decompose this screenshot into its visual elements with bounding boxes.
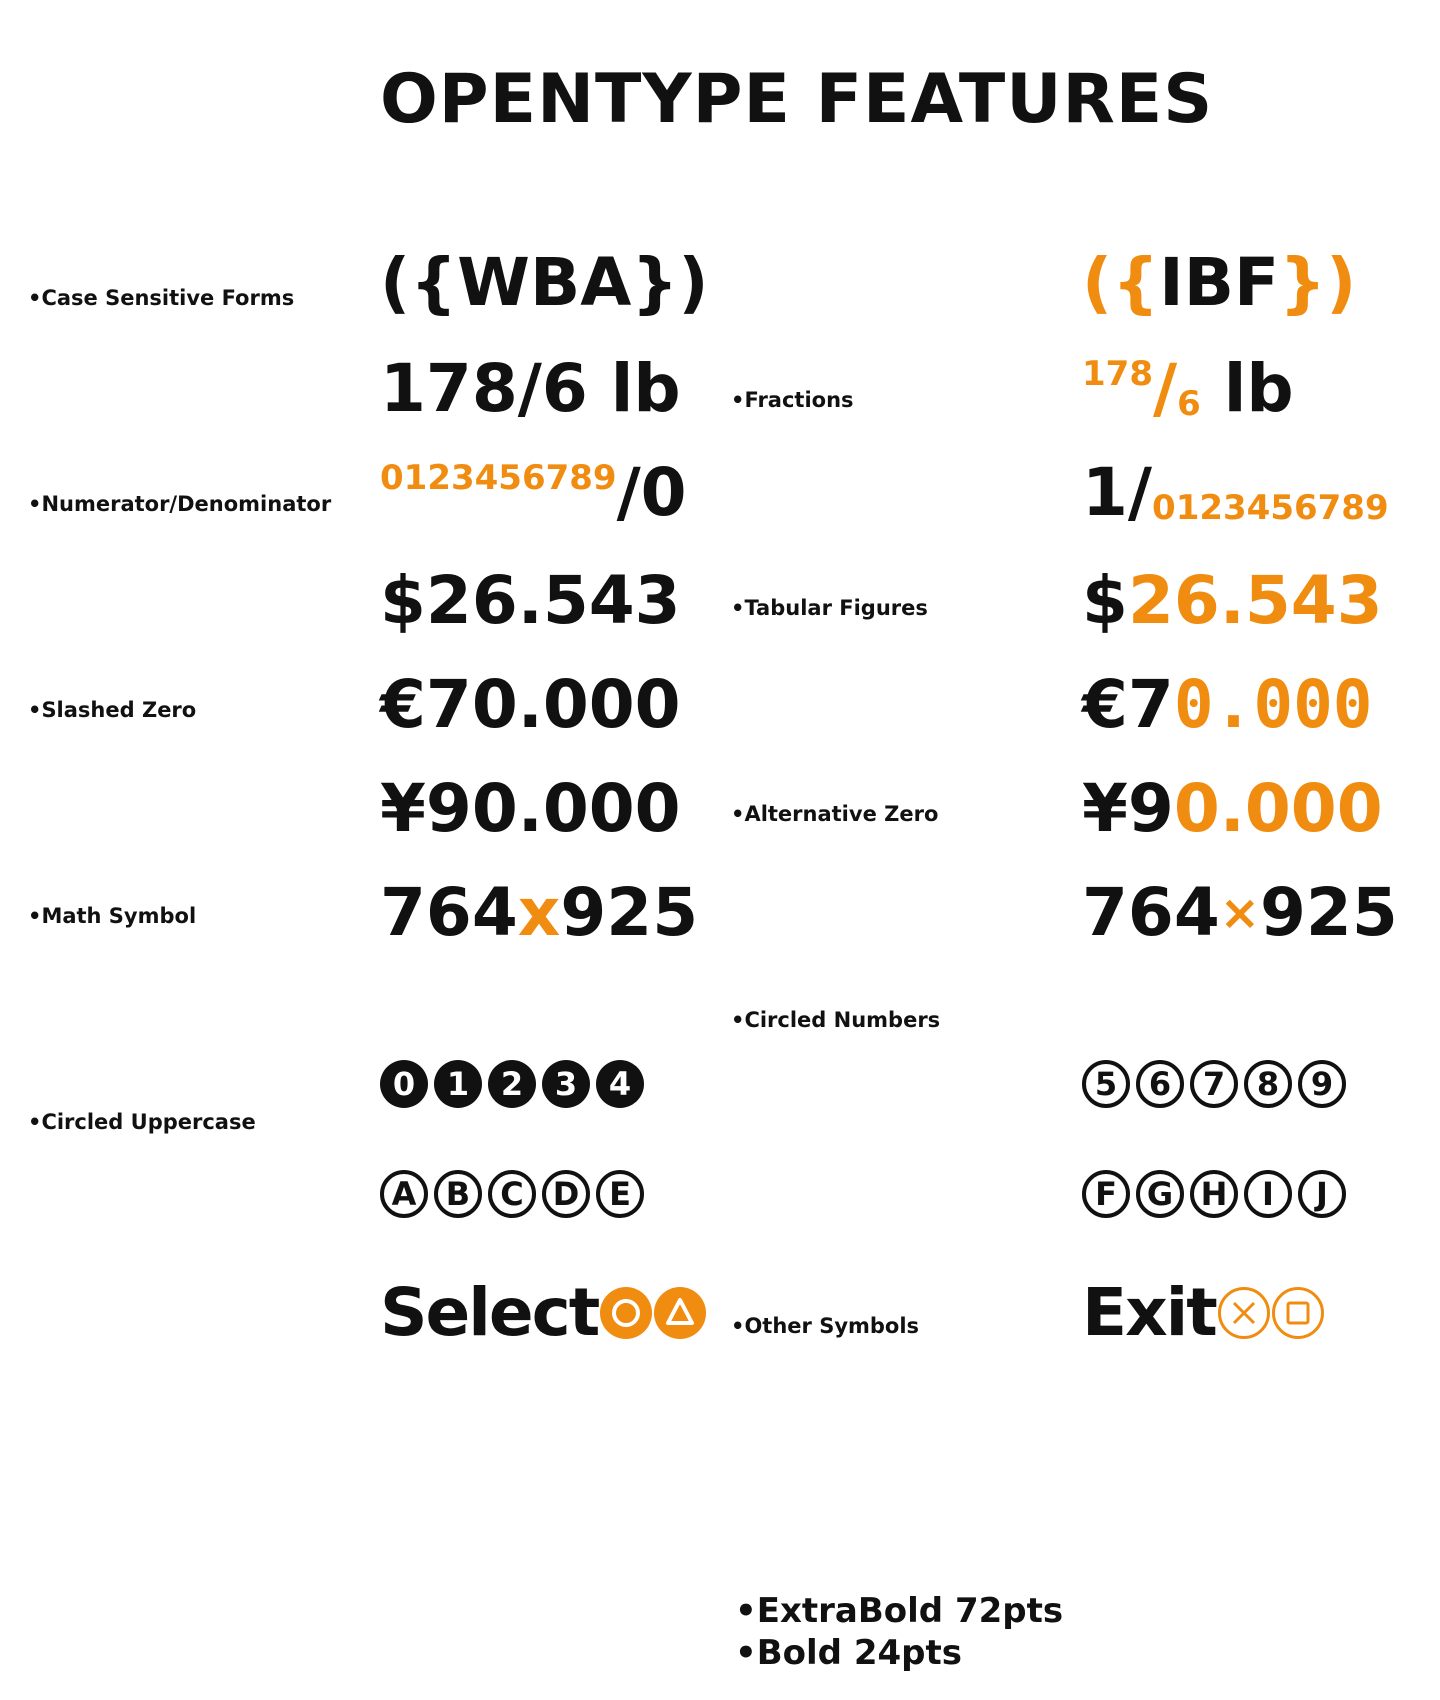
circled-number: 6 [1136,1060,1184,1108]
feature-label-case-sensitive: •Case Sensitive Forms [28,286,295,310]
circled-letter: A [380,1170,428,1218]
sample-denominator-feature: 1/0123456789 [1082,454,1389,531]
feature-label-alternative-zero: •Alternative Zero [731,802,939,826]
circled-letter: G [1136,1170,1184,1218]
footer-line-extrabold: •ExtraBold 72pts [735,1591,1064,1631]
circled-number: 0 [380,1060,428,1108]
sample-circled-numbers-default [380,1060,650,1108]
sample-math-default: 764x925 [380,874,699,951]
sample-other-symbols-feature: Exit [1082,1280,1324,1346]
circled-letter: J [1298,1170,1346,1218]
sample-alt-zero-feature: ¥90.000 [1082,770,1383,847]
circled-letter: I [1244,1170,1292,1218]
square-icon [1272,1287,1324,1339]
circled-letter: H [1190,1170,1238,1218]
sample-fractions-default: 178/6 lb [380,350,681,427]
circled-letter: D [542,1170,590,1218]
sample-circled-uppercase-feature [1082,1170,1352,1218]
triangle-icon [654,1287,706,1339]
feature-label-circled-uppercase: •Circled Uppercase [28,1110,256,1134]
page-title: OPENTYPE FEATURES [380,60,1214,139]
circle-icon [600,1287,652,1339]
sample-alt-zero-default: ¥90.000 [380,770,681,847]
sample-circled-numbers-feature [1082,1060,1352,1108]
circled-number: 5 [1082,1060,1130,1108]
feature-label-tabular: •Tabular Figures [731,596,928,620]
circled-letter: F [1082,1170,1130,1218]
feature-label-numerator-denominator: •Numerator/Denominator [28,492,332,516]
circled-number: 4 [596,1060,644,1108]
circled-letter: B [434,1170,482,1218]
sample-slashed-zero-default: €70.000 [380,666,681,743]
circled-number: 3 [542,1060,590,1108]
sample-other-symbols-default: Select [380,1280,706,1346]
footer-line-bold: •Bold 24pts [735,1633,962,1673]
sample-slashed-zero-feature: €70.000 [1082,666,1373,743]
cross-icon [1218,1287,1270,1339]
sample-numerator-default: $^{0123456789}$/0 [380,454,687,531]
circled-number: 1 [434,1060,482,1108]
feature-label-fractions: •Fractions [731,388,854,412]
feature-label-circled-numbers: •Circled Numbers [731,1008,941,1032]
circled-letter: C [488,1170,536,1218]
sample-fractions-feature: $^{178}$/6 lb [1082,350,1294,427]
feature-label-other-symbols: •Other Symbols [731,1314,920,1338]
sample-tabular-default: $26.543 [380,562,681,639]
feature-label-slashed-zero: •Slashed Zero [28,698,197,722]
circled-number: 8 [1244,1060,1292,1108]
circled-letter: E [596,1170,644,1218]
circled-number: 9 [1298,1060,1346,1108]
sample-circled-uppercase-default [380,1170,650,1218]
sample-case-sensitive-default: ({WBA}) [380,244,709,321]
sample-case-sensitive-feature: ({IBF}) [1082,244,1357,321]
sample-tabular-feature: $26.543 [1082,562,1383,639]
feature-label-math-symbol: •Math Symbol [28,904,197,928]
circled-number: 2 [488,1060,536,1108]
sample-math-feature: 764×925 [1082,874,1398,951]
circled-number: 7 [1190,1060,1238,1108]
